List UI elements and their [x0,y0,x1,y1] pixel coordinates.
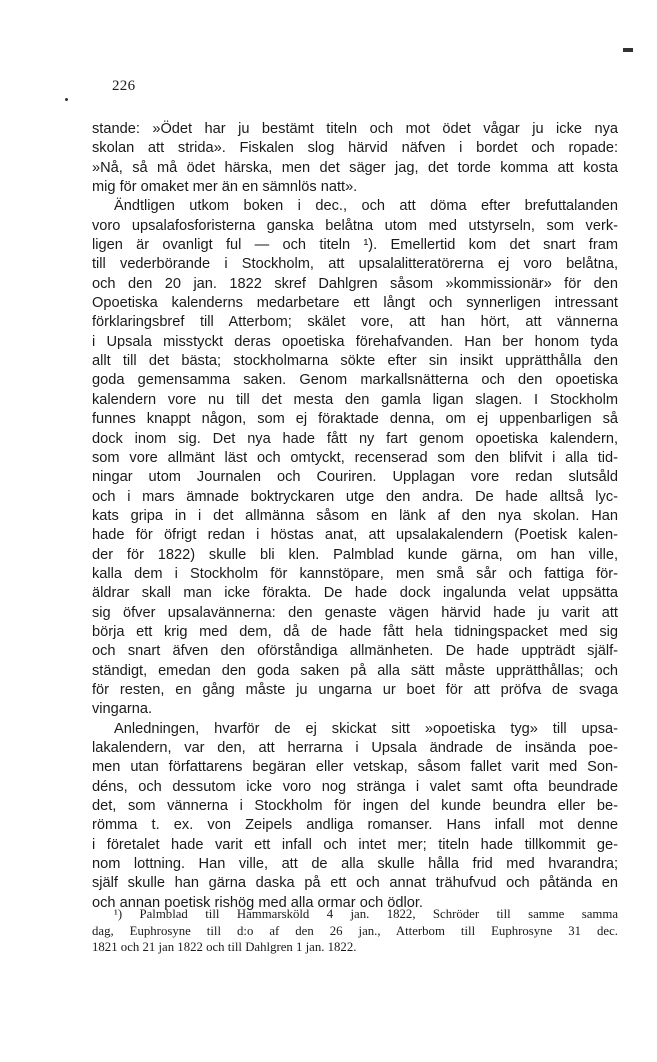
text-line: déns, och dessutom icke voro nog stränga i valet samt ofta beundrade [92,778,618,795]
text-line: Anledningen, hvarför de ej skickat sitt »opoetiska tyg» till upsa- [114,720,618,737]
text-line: sig öfver upsalavännerna: den genaste vägen härvid hade ju varit att [92,604,618,621]
text-line: kalendern vore nu till det mesta den gamla ligan slagen. I Stockholm [92,391,618,408]
text-line: ständigt, emedan den goda saken på alla sätt måste upprätthållas; och [92,662,618,679]
text-line: skolan att strida». Fiskalen slog härvid näfven i bordet och ropade: [92,140,618,157]
text-line: men utan författarens begäran eller vetskap, såsom fallet varit med Son- [92,759,618,776]
footnote-line: 1821 och 21 jan 1822 och till Dahlgren 1 jan. 1822. [92,940,357,954]
print-speck [623,48,633,52]
print-speck [65,98,68,101]
text-line: i Upsala misstyckt deras opoetiska förehafvanden. Han ber honom tyda [92,333,618,350]
text-line: för resten, en gång måste ju ungarna ur boet för att pröfva de svaga [92,681,618,698]
text-line: och annan poetisk rishög med alla ormar och ödlor. [92,894,423,911]
text-line: börja ett krig med dem, då de hade fått hela tidningspacket med sig [92,623,618,640]
text-line: ligen är ovanligt ful — och titeln ¹). Emellertid kom det snart fram [92,237,618,254]
text-line: mig för omaket mer än en sämnlös natt». [92,179,358,196]
text-line: dock inom sig. Det nya hade fått ny fart genom opoetiska kalendern, [92,430,618,447]
text-line: och snart äfven den oförståndiga allmänheten. De hade uppträdt själf- [92,643,618,660]
text-line: nom lottning. Han ville, att de alla skulle hålla frid med hvarandra; [92,856,618,873]
text-line: det, som vännerna i Stockholm för ingen del kunde beundra eller be- [92,798,618,815]
footnote-line: ¹) Palmblad till Hammarsköld 4 jan. 1822, Schröder till samme samma [114,907,618,921]
text-line: römma t. ex. von Zeipels andliga romanser. Hans infall mot denne [92,817,618,834]
text-line: själf skulle han gärna daska på ett och annat trähufvud och påtända en [92,875,618,892]
text-line: Opoetiska kalenderns medarbetare ett långt och synnerligen intressant [92,295,618,312]
text-line: och den 20 jan. 1822 skref Dahlgren såsom »kommissionär» för den [92,275,618,292]
text-line: Ändtligen utkom boken i dec., och att döma efter brefuttalanden [114,198,618,215]
text-line: stande: »Ödet har ju bestämt titeln och mot ödet vågar ju icke nya [92,121,618,137]
text-line: lakalendern, var den, att herrarna i Upsala ändrade de insända poe- [92,740,618,756]
text-line: funnes knappt någon, som ej föraktade denna, om ej uppenbarligen så [92,411,618,428]
body-text [92,120,618,913]
text-line: ningar utom Journalen och Couriren. Upplagan vore redan slutsåld [92,469,618,486]
text-line: kalla dem i Stockholm för kannstöpare, men små sår och fattiga för- [92,565,618,582]
text-line: och i mars ämnade boktryckaren utge den andra. De hade alltså lyc- [92,488,618,505]
text-line: till vederbörande i Stockholm, att upsalalitteratörerna ej voro belåtna, [92,256,618,273]
text-line: i företalet hade varit ett infall och intet mer; titeln hade tillkommit ge- [92,836,618,853]
text-line: kats gripa in i det allmänna såsom en länk af den nya skolan. Han [92,507,618,524]
page-number: 226 [112,78,136,94]
footnotes [92,906,618,956]
text-line: vingarna. [92,701,153,718]
text-line: hade för öfrigt redan i höstas anat, att upsalakalendern (Poetisk kalen- [92,527,618,544]
text-line: äldrar skall man icke förakta. De hade dock ingalunda velat uppsätta [92,585,618,602]
text-line: allt till det bästa; stockholmarna sökte efter sin insikt upprätthålla den [92,353,618,370]
text-line: som vore allmänt läst och omtyckt, recenserad som den blifvit i alla tid- [92,449,618,466]
text-line: voro upsalafosforisterna ganska belåtna utom med utstyrseln, som verk- [92,217,618,234]
footnote-line: dag, Euphrosyne till d:o af den 26 jan., Atterbom till Euphrosyne 31 dec. [92,923,618,938]
text-line: »Nå, så må ödet härska, men det säger jag, det torde komma att kosta [92,159,618,176]
text-line: der för 1822) skulle bli klen. Palmblad kunde gärna, om han ville, [92,546,618,563]
text-line: goda gemensamma saken. Genom markallsnätterna och den opoetiska [92,372,618,389]
text-line: förklaringsbref till Atterbom; skälet vore, att han hört, att vännerna [92,314,618,331]
